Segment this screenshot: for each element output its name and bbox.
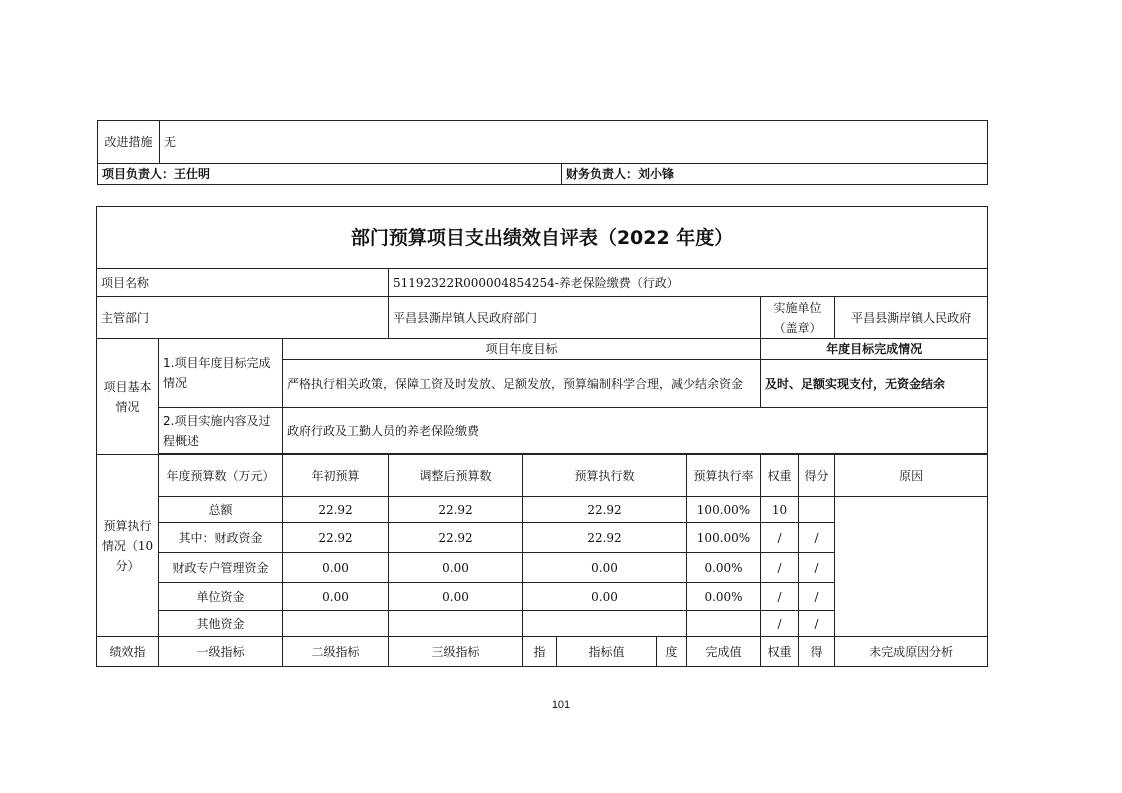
row-initial: 0.00 [283,553,389,583]
row-rate: 100.00% [687,523,761,553]
row-adjusted: 22.92 [389,523,523,553]
du-header: 度 [657,637,687,667]
row-weight: 10 [761,497,799,523]
row-rate: 0.00% [687,583,761,611]
row-adjusted: 0.00 [389,553,523,583]
row-rate [687,611,761,637]
row-name: 其他资金 [159,611,283,637]
completion-text: 及时、足额实现支付，无资金结余 [761,360,988,408]
project-name-value: 51192322R000004854254-养老保险缴费（行政） [389,269,988,297]
row-name: 单位资金 [159,583,283,611]
evaluation-table [96,206,988,667]
goal-label: 1.项目年度目标完成情况 [159,339,283,408]
page-number: 101 [551,699,571,711]
row-adjusted: 22.92 [389,497,523,523]
reason-header: 原因 [835,455,988,497]
basic-info-label: 项目基本情况 [97,339,159,455]
row-weight: / [761,553,799,583]
row-initial: 22.92 [283,523,389,553]
row-rate: 100.00% [687,497,761,523]
dept-value: 平昌县澌岸镇人民政府部门 [389,297,761,339]
impl-unit-label: 实施单位（盖章） [761,297,835,339]
row-score: / [799,583,835,611]
annual-budget-header: 年度预算数（万元） [159,455,283,497]
row-executed: 22.92 [523,497,687,523]
level1-header: 一级指标 [159,637,283,667]
row-name: 总额 [159,497,283,523]
improvement-label: 改进措施 [98,121,160,164]
improvement-value: 无 [160,121,988,164]
indicator-value-header: 指标值 [557,637,657,667]
score-header: 得分 [799,455,835,497]
zhi-header: 指 [523,637,557,667]
row-executed: 0.00 [523,583,687,611]
table-row [97,497,988,523]
project-name-label: 项目名称 [97,269,389,297]
weight-header: 权重 [761,455,799,497]
completed-value-header: 完成值 [687,637,761,667]
row-executed: 22.92 [523,523,687,553]
goal-text: 严格执行相关政策，保障工资及时发放、足额发放，预算编制科学合理，减少结余资金 [283,360,761,408]
row-adjusted [389,611,523,637]
project-leader: 项目负责人：王仕明 [98,164,562,185]
goal-header: 项目年度目标 [283,339,761,360]
level3-header: 三级指标 [389,637,523,667]
exec-rate-header: 预算执行率 [687,455,761,497]
initial-budget-header: 年初预算 [283,455,389,497]
adjusted-budget-header: 调整后预算数 [389,455,523,497]
row-rate: 0.00% [687,553,761,583]
row-initial [283,611,389,637]
row-adjusted: 0.00 [389,583,523,611]
content-text: 政府行政及工勤人员的养老保险缴费 [283,408,988,454]
row-name: 财政专户管理资金 [159,553,283,583]
executed-budget-header: 预算执行数 [523,455,687,497]
reason-cell [835,497,988,637]
completion-header: 年度目标完成情况 [761,339,988,360]
page-title: 部门预算项目支出绩效自评表（2022 年度） [97,207,988,269]
row-score [799,497,835,523]
row-initial: 22.92 [283,497,389,523]
row-initial: 0.00 [283,583,389,611]
row-name: 其中：财政资金 [159,523,283,553]
content-label: 2.项目实施内容及过程概述 [159,408,283,454]
row-score: / [799,611,835,637]
perf-score-header: 得 [799,637,835,667]
unfinished-reason-header: 未完成原因分析 [835,637,988,667]
dept-label: 主管部门 [97,297,389,339]
row-executed: 0.00 [523,553,687,583]
row-weight: / [761,583,799,611]
impl-unit-value: 平昌县澌岸镇人民政府 [835,297,988,339]
finance-leader: 财务负责人：刘小锋 [562,164,988,185]
top-table [97,120,988,185]
perf-weight-header: 权重 [761,637,799,667]
row-weight: / [761,523,799,553]
level2-header: 二级指标 [283,637,389,667]
performance-label: 绩效指 [97,637,159,667]
row-executed [523,611,687,637]
row-score: / [799,553,835,583]
row-weight: / [761,611,799,637]
budget-exec-label: 预算执行情况（10 分） [97,455,159,637]
row-score: / [799,523,835,553]
